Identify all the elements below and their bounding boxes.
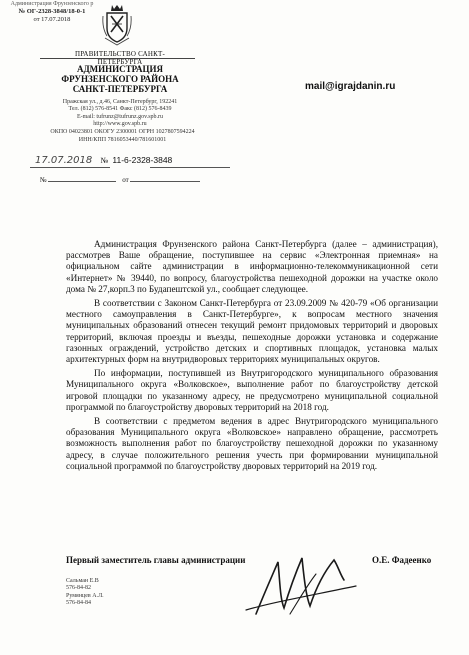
- stamp-date: от 17.07.2018: [33, 16, 71, 23]
- executors-block: [66, 578, 126, 608]
- ref-date-line: [130, 181, 200, 182]
- address-line: Пражская ул., д.46, Санкт-Петербург, 192241: [62, 99, 178, 105]
- body-paragraph: По информации, поступившей из Внутригородского муниципального образования Муниципального округа «Волковское», выполнение работ по благоустройству детской игровой площадки по указанному адресу, не предусмотрено муниципальной социальной программой по благоустройству дворовых территорий на 2018 год.: [66, 368, 438, 412]
- stamp-top-line: Администрация Фрунзенского р: [10, 1, 94, 7]
- date-underline: [30, 167, 110, 168]
- organization-codes: [30, 128, 215, 144]
- government-name: ПРАВИТЕЛЬСТВО САНКТ-ПЕТЕРБУРГА: [74, 50, 165, 66]
- executor-line: 576-84-82: [66, 585, 91, 592]
- executor-line: Сальман Е.В: [66, 578, 99, 584]
- ref-from-label: от: [122, 176, 129, 184]
- executor-line: 576-84-84: [66, 600, 91, 607]
- stamp-number: № ОГ-2328-3848/18-0-1: [18, 8, 86, 15]
- address-line: Тел. (812) 576-8541 Факс (812) 576-8439: [68, 106, 172, 113]
- body-paragraph: В соответствии с Законом Санкт-Петербурга от 23.09.2009 № 420-79 «Об организации местного самоуправления в Санкт-Петербурге», к вопросам местного значения муниципальных образований отнесен текущий ремонт придомовых территорий и дворовых территорий, включая проезды и въезды, пешеходные дорожки установка и содержание газонных ограждений, устройство детских и спортивных площадок, установка малых архитектурных форм на внутридворовых территориях муниципальных округов.: [66, 298, 438, 365]
- outgoing-number: 11-6-2328-3848: [112, 155, 173, 165]
- body-paragraph: Администрация Фрунзенского района Санкт-Петербурга (далее – администрация), рассмотрев Ваше обращение, поступившее на сервис «Электронная приемная» на официальном сайте администрации в информационно-телекоммуникационной сети «Интернет» № 39440, по вопросу, благоустройства пешеходной дорожки на участке около дома № 27,корп.3 по Будапештской ул., сообщает следующее.: [66, 239, 438, 294]
- number-label: №: [100, 156, 109, 165]
- signatory-title: Первый заместитель главы администрации: [66, 555, 246, 565]
- admin-line: САНКТ-ПЕТЕРБУРГА: [72, 84, 168, 94]
- registration-stamp: [6, 0, 98, 24]
- admin-line: ФРУНЗЕНСКОГО РАЙОНА: [61, 74, 179, 84]
- address-line: E-mail: tufrunz@tufrunz.gov.spb.ru: [76, 113, 164, 120]
- handwritten-signature: [238, 548, 368, 620]
- admin-line: АДМИНИСТРАЦИЯ: [76, 64, 164, 74]
- ref-number-line: [48, 181, 116, 182]
- letter-body: [66, 239, 438, 475]
- body-paragraph: В соответствии с предметом ведения в адрес Внутригородского муниципального образования Муниципального округа «Волковское» направлено обращение, рассмотреть возможность выполнения работ по благоустройству пешеходной дорожки по указанному адресу, в случае положительного решения учесть при формировании муниципальной социальной программой по благоустройству дворовых территорий на 2019 год.: [66, 416, 438, 471]
- recipient-email: mail@igrajdanin.ru: [305, 81, 396, 92]
- executor-line: Румянцев А.Л.: [66, 592, 104, 599]
- outgoing-date: 17.07.2018: [35, 155, 93, 166]
- codes-line: ОКПО 04023801 ОКОГУ 2300001 ОГРН 1027807594224: [50, 129, 195, 135]
- letterhead-divider: [40, 58, 195, 59]
- number-underline: [150, 167, 230, 168]
- outgoing-registration: [35, 155, 245, 166]
- letterhead-address: [58, 99, 182, 128]
- signatory-name: О.Е. Фадеенко: [372, 555, 432, 565]
- codes-line: ИНН/КПП 7816053440/781601001: [78, 137, 167, 143]
- ref-number-label: №: [40, 176, 47, 184]
- coat-of-arms-icon: [101, 2, 133, 46]
- administration-name: [58, 64, 182, 94]
- reference-row: [40, 176, 210, 184]
- address-line: http://www.gov.spb.ru: [93, 120, 147, 127]
